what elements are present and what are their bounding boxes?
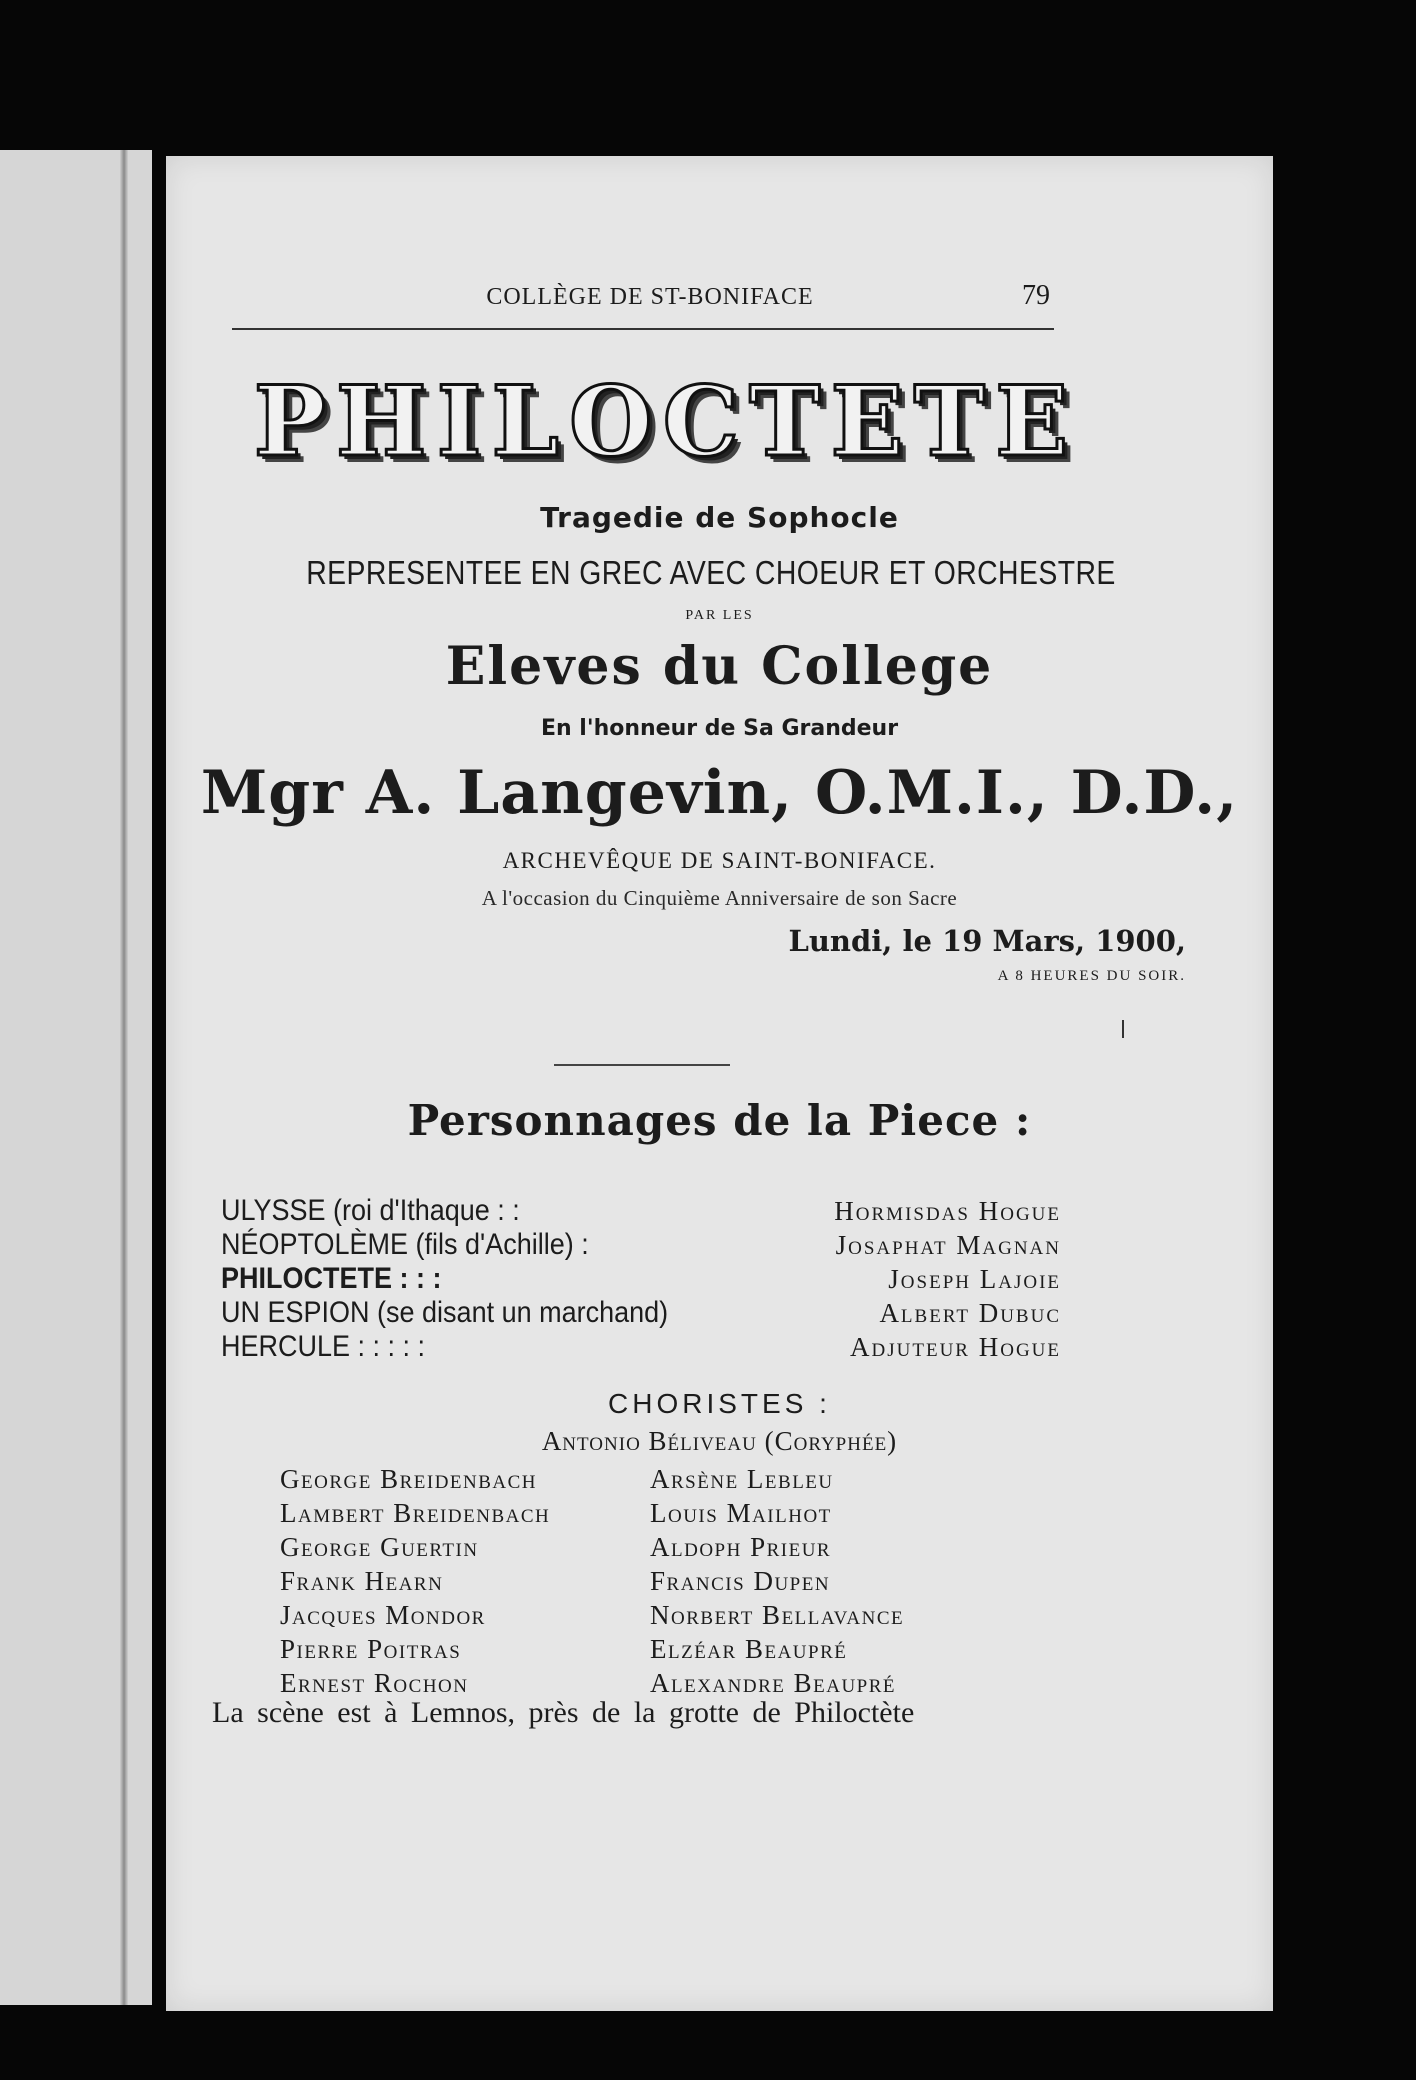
separator-rule (554, 1064, 730, 1066)
chorus-member: Lambert Breidenbach (280, 1498, 551, 1528)
chorus-list-left (280, 1462, 550, 1700)
cast-role: UN ESPION (se disant un marchand) (221, 1296, 669, 1329)
chorus-heading: CHORISTES : (608, 1388, 831, 1419)
chorus-member: Louis Mailhot (650, 1498, 832, 1528)
cast-row (221, 1228, 1061, 1262)
chorus-member: Elzéar Beaupré (650, 1634, 848, 1664)
students-line: Eleves du College (445, 636, 994, 697)
chorus-member: Francis Dupen (650, 1566, 831, 1596)
occasion-line: A l'occasion du Cinquième Anniversaire de son Sacre (481, 886, 958, 910)
time-line: A 8 HEURES DU SOIR. (997, 968, 1186, 984)
coryphee-line: Antonio Béliveau (Coryphée) (541, 1426, 898, 1456)
play-title: PHILOCTETE (253, 365, 1079, 478)
page-gutter (120, 150, 128, 2005)
chorus-member: Arsène Lebleu (650, 1464, 834, 1494)
archbishop-line: ARCHEVÊQUE DE SAINT-BONIFACE. (502, 848, 937, 873)
left-page-edge (0, 150, 152, 2005)
chorus-member: George Guertin (280, 1532, 479, 1562)
cast-role: NÉOPTOLÈME (fils d'Achille) : (221, 1228, 589, 1261)
cast-actor: Adjuteur Hogue (850, 1332, 1061, 1362)
performance-line: REPRESENTEE EN GREC AVEC CHOEUR ET ORCHESTRE (306, 554, 1116, 591)
chorus-member: Pierre Poitras (280, 1634, 462, 1664)
chorus-member: Norbert Bellavance (650, 1600, 905, 1630)
header-rule (232, 328, 1054, 330)
bishop-name: Mgr A. Langevin, O.M.I., D.D., (200, 758, 1239, 828)
chorus-member: Ernest Rochon (280, 1668, 469, 1698)
margin-mark (1122, 1020, 1124, 1038)
cast-list (221, 1194, 1061, 1364)
chorus-member: Frank Hearn (280, 1566, 444, 1596)
program-page (166, 156, 1273, 2011)
play-subtitle: Tragedie de Sophocle (540, 501, 899, 534)
cast-actor: Hormisdas Hogue (834, 1196, 1061, 1226)
cast-actor: Albert Dubuc (879, 1298, 1061, 1328)
cast-row (221, 1194, 1061, 1228)
date-line: Lundi, le 19 Mars, 1900, (788, 924, 1186, 958)
cast-heading: Personnages de la Piece : (407, 1096, 1032, 1145)
chorus-member: Jacques Mondor (280, 1600, 486, 1630)
running-head: COLLÈGE DE ST-BONIFACE (486, 284, 814, 310)
cast-role: ULYSSE (roi d'Ithaque : : (221, 1194, 520, 1227)
chorus-member: Aldoph Prieur (650, 1532, 832, 1562)
cast-actor: Joseph Lajoie (888, 1264, 1061, 1294)
cast-row (221, 1296, 1061, 1330)
chorus-member: George Breidenbach (280, 1464, 538, 1494)
chorus-list-right (650, 1462, 904, 1700)
cast-actor: Josaphat Magnan (835, 1230, 1061, 1260)
cast-row (221, 1262, 1061, 1296)
cast-role: PHILOCTETE : : : (221, 1262, 442, 1295)
scene-line: La scène est à Lemnos, près de la grotte de Philoctète (212, 1696, 915, 1729)
page-number: 79 (1022, 280, 1050, 311)
cast-role: HERCULE : : : : : (221, 1330, 426, 1363)
par-les-line: PAR LES (685, 608, 754, 623)
honour-line: En l'honneur de Sa Grandeur (540, 716, 899, 741)
chorus-member: Alexandre Beaupré (650, 1668, 897, 1698)
cast-row (221, 1330, 1061, 1364)
